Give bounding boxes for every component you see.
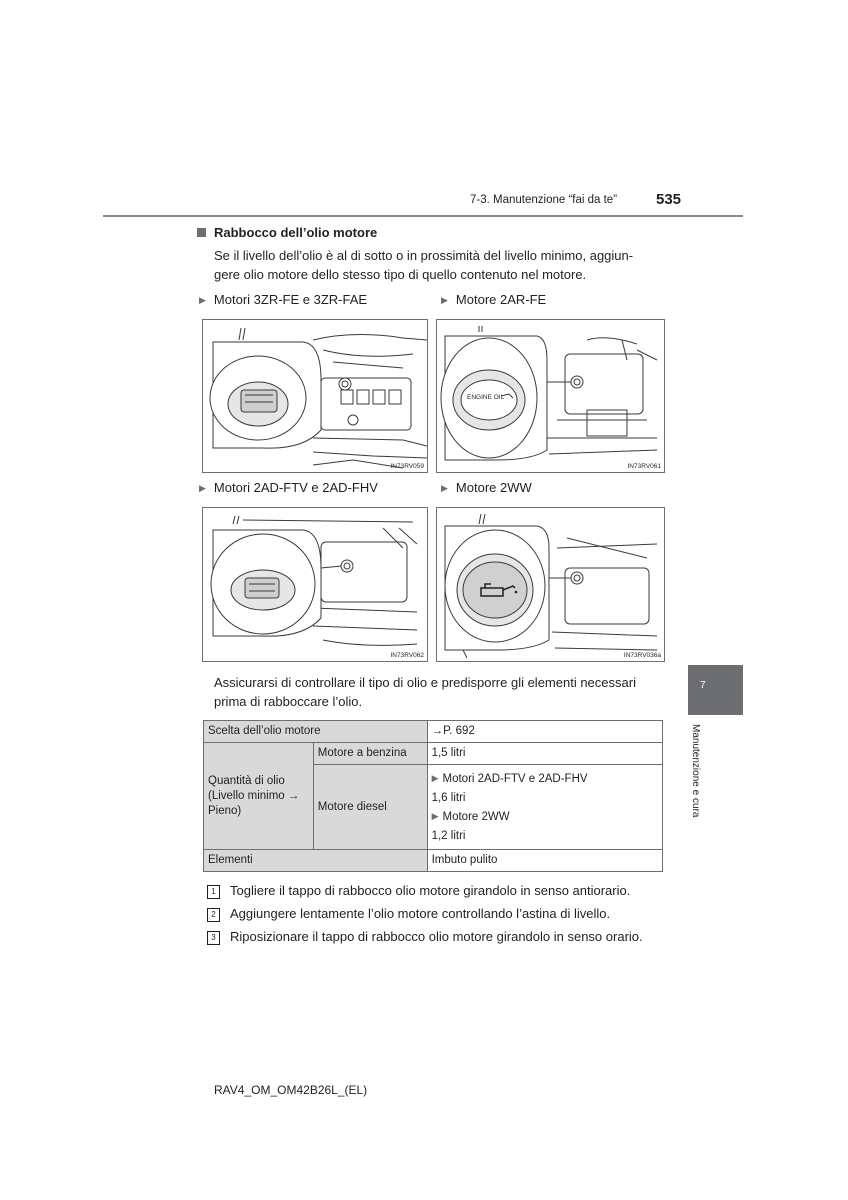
triangle-bullet-icon: ▶ bbox=[441, 295, 448, 305]
step-number: 1 bbox=[207, 885, 220, 899]
triangle-bullet-icon: ▶ bbox=[431, 811, 439, 821]
triangle-bullet-icon: ▶ bbox=[199, 295, 206, 305]
table-cell: Motore diesel bbox=[313, 765, 427, 850]
engine-figure-2ad bbox=[202, 507, 428, 662]
step-number: 3 bbox=[207, 931, 220, 945]
table-cell: Imbuto pulito bbox=[427, 850, 662, 872]
intro-paragraph bbox=[214, 246, 664, 284]
engine-oil-cap-text: ENGINE OIL bbox=[467, 394, 505, 401]
step-number: 2 bbox=[207, 908, 220, 922]
figure-caption: ▶ Motori 2AD-FTV e 2AD-FHV bbox=[199, 480, 378, 495]
step-text: Riposizionare il tappo di rabbocco olio motore girandolo in senso orario. bbox=[230, 929, 643, 944]
figure-caption: ▶ Motori 3ZR-FE e 3ZR-FAE bbox=[199, 292, 368, 307]
triangle-bullet-icon: ▶ bbox=[431, 773, 439, 783]
quantity-label-line: (Livello minimo → bbox=[208, 789, 300, 802]
triangle-bullet-icon: ▶ bbox=[199, 483, 206, 493]
intro-line: gere olio motore dello stesso tipo di quello contenuto nel motore. bbox=[214, 267, 587, 282]
figure-code: IN73RV062 bbox=[390, 652, 424, 659]
step-item bbox=[207, 906, 610, 922]
figure-caption: ▶ Motore 2AR-FE bbox=[441, 292, 547, 307]
table-row bbox=[204, 721, 663, 743]
bullet-square-icon bbox=[197, 228, 206, 237]
page-number: 535 bbox=[656, 191, 682, 208]
step-item bbox=[207, 883, 630, 899]
table-cell: Motore a benzina bbox=[313, 743, 427, 765]
chapter-tab-label: Manutenzione e cura bbox=[690, 724, 701, 818]
oil-spec-table bbox=[203, 720, 663, 872]
diesel-line: ▶ Motori 2AD-FTV e 2AD-FHV bbox=[431, 773, 588, 785]
note-line: Assicurarsi di controllare il tipo di olio e predisporre gli elementi necessari bbox=[214, 675, 636, 690]
engine-bay-illustration bbox=[203, 320, 427, 472]
step-item bbox=[207, 929, 643, 945]
note-line: prima di rabboccare l’olio. bbox=[214, 694, 363, 709]
header-rule bbox=[103, 215, 743, 217]
chapter-title: 7-3. Manutenzione “fai da te” bbox=[470, 194, 618, 206]
section-heading bbox=[197, 225, 377, 240]
quantity-label-line: Quantità di olio bbox=[208, 774, 285, 787]
table-row bbox=[204, 743, 663, 765]
table-cell: →P. 692 bbox=[427, 721, 662, 743]
table-cell: Scelta dell’olio motore bbox=[204, 721, 428, 743]
engine-bay-illustration bbox=[437, 508, 664, 661]
table-row bbox=[204, 850, 663, 872]
engine-figure-2ww bbox=[436, 507, 665, 662]
intro-line: Se il livello dell’olio è al di sotto o in prossimità del livello minimo, aggiun- bbox=[214, 248, 634, 263]
figure-code: IN73RV061 bbox=[627, 463, 661, 470]
engine-bay-illustration bbox=[203, 508, 427, 661]
triangle-bullet-icon: ▶ bbox=[441, 483, 448, 493]
diesel-line: 1,6 litri bbox=[431, 791, 466, 804]
engine-figure-3zr bbox=[202, 319, 428, 473]
diesel-line: ▶ Motore 2WW bbox=[431, 811, 510, 823]
chapter-tab-number: 7 bbox=[700, 680, 706, 691]
table-cell: 1,5 litri bbox=[427, 743, 662, 765]
quantity-label-line: Pieno) bbox=[208, 804, 242, 817]
figure-code: IN73RV059 bbox=[390, 463, 424, 470]
chapter-tab bbox=[688, 665, 743, 715]
step-text: Togliere il tappo di rabbocco olio motore girandolo in senso antiorario. bbox=[230, 883, 631, 898]
step-text: Aggiungere lentamente l’olio motore controllando l’astina di livello. bbox=[230, 906, 611, 921]
section-heading-text: Rabbocco dell’olio motore bbox=[214, 225, 378, 240]
diesel-line: 1,2 litri bbox=[431, 829, 466, 842]
figure-caption: ▶ Motore 2WW bbox=[441, 480, 532, 495]
figure-code: IN73RV036a bbox=[623, 652, 661, 659]
document-code: RAV4_OM_OM42B26L_(EL) bbox=[214, 1083, 368, 1097]
diesel-quantity-cell bbox=[427, 765, 662, 850]
engine-figure-2ar bbox=[436, 319, 665, 473]
table-cell: Elementi bbox=[204, 850, 428, 872]
note-paragraph bbox=[214, 673, 664, 711]
engine-bay-illustration bbox=[437, 320, 664, 472]
quantity-label-cell bbox=[204, 743, 314, 850]
